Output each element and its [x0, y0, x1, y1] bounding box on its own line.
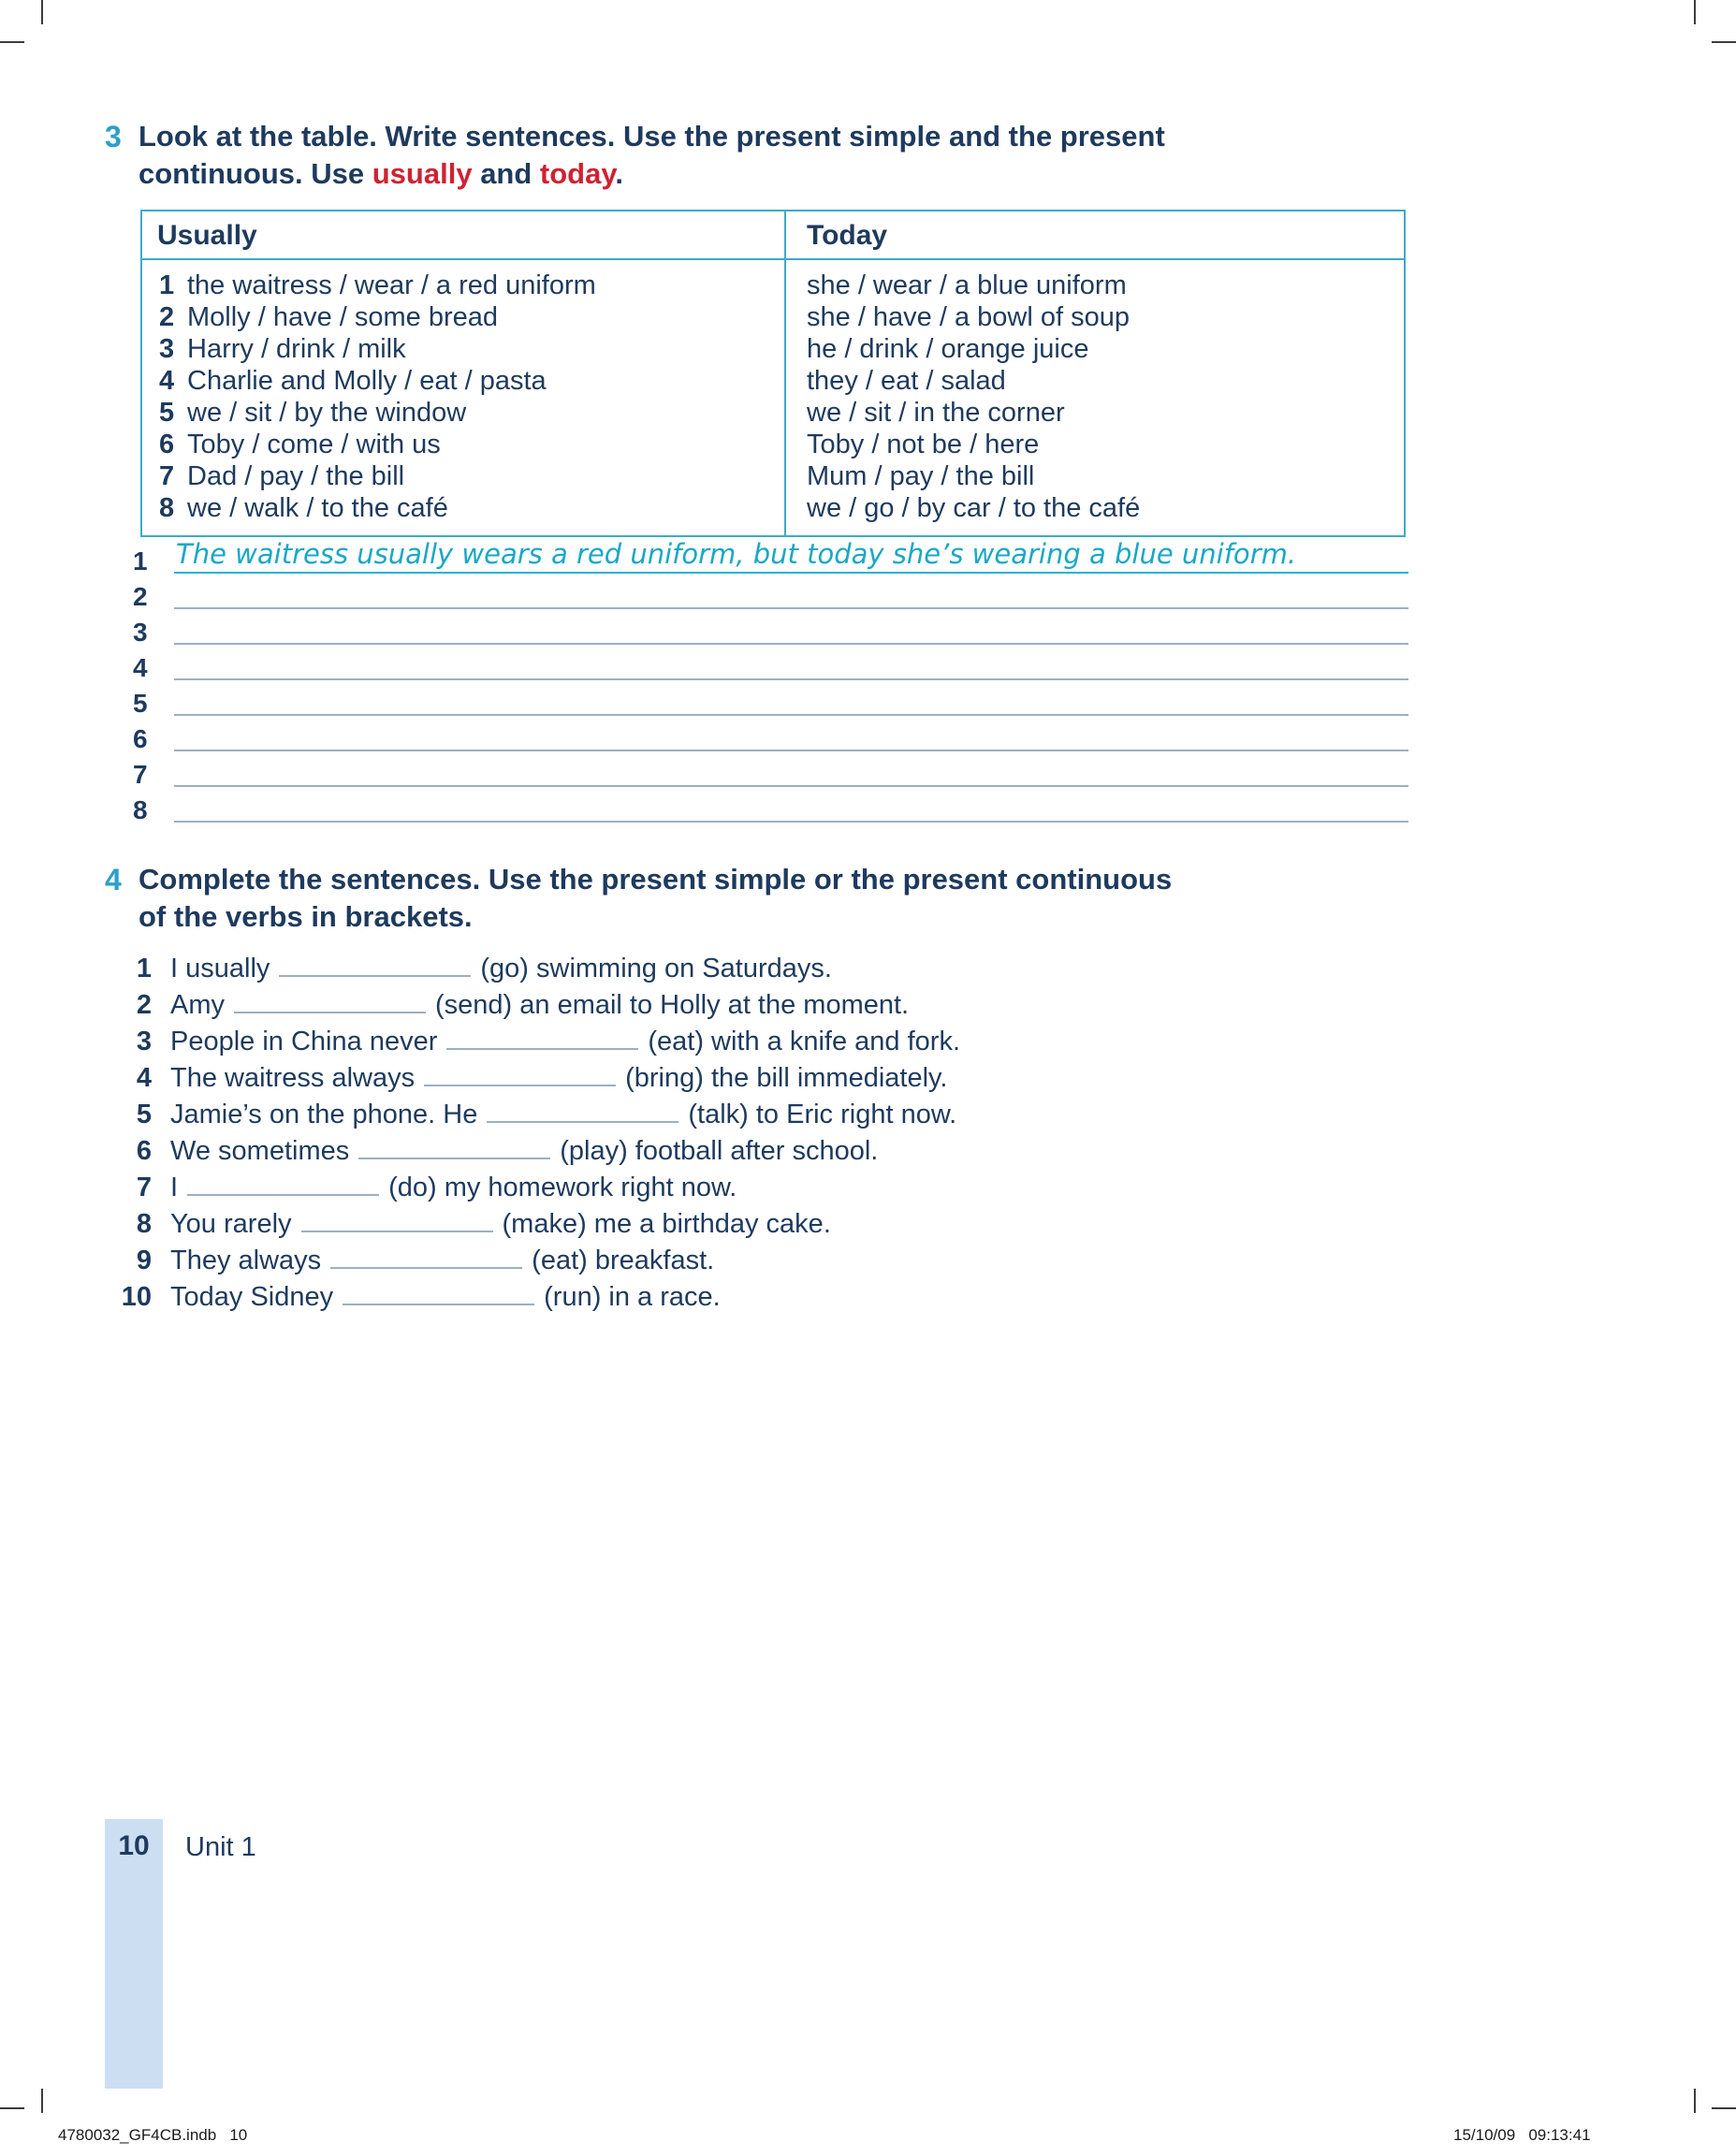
- table-header-row: [141, 211, 1405, 259]
- sentence-pre: The waitress always: [170, 1063, 416, 1093]
- table-row: [141, 492, 1405, 536]
- crop-mark-top-right-v: [1694, 0, 1696, 24]
- instructions-line1: Complete the sentences. Use the present simple or the present continuous: [139, 863, 1173, 896]
- answer-blank[interactable]: [343, 1304, 534, 1305]
- usually-cell: [141, 365, 785, 397]
- row-number: 6: [159, 430, 175, 459]
- sentence-post: (play) football after school.: [560, 1136, 879, 1166]
- sentence-item: [105, 1170, 960, 1206]
- answer-writing-line[interactable]: [174, 785, 1408, 787]
- unit-label: Unit 1: [185, 1832, 256, 1862]
- answer-line: [105, 538, 1408, 578]
- answer-line-number: 4: [133, 653, 148, 682]
- instructions-line2-end: .: [615, 157, 623, 190]
- usually-text: Toby / come / with us: [187, 430, 441, 459]
- answer-line-number: 2: [133, 582, 148, 611]
- item-number: 4: [136, 1063, 152, 1093]
- usually-text: we / walk / to the café: [187, 493, 448, 523]
- row-number: 7: [159, 461, 175, 491]
- answer-writing-line[interactable]: [174, 750, 1408, 751]
- crop-mark-bottom-right-h: [1712, 2107, 1736, 2109]
- table-row: [141, 259, 1405, 301]
- usually-text: Molly / have / some bread: [187, 302, 499, 332]
- sentence-item: [105, 1279, 960, 1316]
- today-cell: Toby / not be / here: [785, 429, 1405, 460]
- answer-line: [105, 578, 1408, 614]
- sentence-item: [105, 1060, 960, 1097]
- crop-mark-top-left-v: [41, 0, 43, 24]
- answer-line: [105, 614, 1408, 649]
- usually-text: Dad / pay / the bill: [187, 461, 405, 491]
- item-number: 1: [136, 954, 152, 983]
- row-number: 3: [159, 334, 175, 364]
- answer-blank[interactable]: [234, 1012, 426, 1013]
- item-number: 2: [136, 990, 152, 1020]
- today-cell: she / wear / a blue uniform: [785, 259, 1405, 301]
- instructions-line2-mid: and: [472, 157, 540, 190]
- crop-mark-bottom-left-h: [0, 2107, 24, 2109]
- usually-text: Harry / drink / milk: [187, 334, 406, 364]
- answer-line: [105, 756, 1408, 792]
- item-number: 6: [136, 1136, 152, 1166]
- answer-blank[interactable]: [279, 975, 471, 977]
- row-number: 1: [159, 270, 175, 300]
- sentence-post: (bring) the bill immediately.: [625, 1063, 948, 1093]
- table-header-usually: Usually: [141, 211, 785, 259]
- table-row: [141, 365, 1405, 397]
- today-cell: she / have / a bowl of soup: [785, 301, 1405, 333]
- page-number: 10: [118, 1830, 150, 1861]
- sentence-pre: Amy: [170, 990, 225, 1020]
- exercise-3-heading: [105, 118, 1165, 193]
- sentence-post: (talk) to Eric right now.: [688, 1100, 957, 1129]
- exercise-4-instructions: [139, 861, 1172, 936]
- sentence-pre: I: [170, 1173, 179, 1202]
- answer-blank[interactable]: [301, 1231, 493, 1232]
- sentence-post: (eat) with a knife and fork.: [648, 1027, 961, 1056]
- answer-writing-line[interactable]: [174, 643, 1408, 645]
- today-cell: he / drink / orange juice: [785, 333, 1405, 365]
- exercise-3-table: [140, 210, 1406, 537]
- table-row: [141, 333, 1405, 365]
- item-number: 8: [136, 1209, 152, 1239]
- sentence-item: [105, 1097, 960, 1133]
- highlight-today: today: [539, 157, 616, 190]
- table-row: [141, 301, 1405, 333]
- answer-line: [105, 685, 1408, 721]
- sentence-item: [105, 951, 960, 987]
- exercise-4-number: 4: [105, 863, 122, 896]
- exercise-4-heading: [105, 861, 1172, 936]
- answer-blank[interactable]: [487, 1121, 678, 1123]
- item-number: 10: [121, 1282, 152, 1312]
- usually-cell: [141, 259, 785, 301]
- highlight-usually: usually: [372, 157, 473, 190]
- crop-mark-bottom-right-v: [1694, 2089, 1696, 2113]
- sentence-item: [105, 1133, 960, 1170]
- sentence-post: (eat) breakfast.: [532, 1246, 715, 1275]
- table-row: [141, 460, 1405, 492]
- usually-text: we / sit / by the window: [187, 398, 467, 428]
- answer-writing-line[interactable]: [174, 821, 1408, 823]
- sentence-item: [105, 1243, 960, 1279]
- answer-blank[interactable]: [424, 1085, 616, 1086]
- usually-cell: [141, 429, 785, 460]
- sentence-post: (go) swimming on Saturdays.: [480, 954, 832, 983]
- answer-line-number: 3: [133, 618, 148, 647]
- answer-writing-line[interactable]: [174, 607, 1408, 609]
- sentence-pre: Jamie’s on the phone. He: [170, 1100, 478, 1129]
- answer-line-number: 6: [133, 724, 148, 753]
- sentence-item: [105, 1206, 960, 1243]
- item-number: 7: [136, 1173, 152, 1202]
- sentence-post: (run) in a race.: [544, 1282, 721, 1312]
- answer-blank[interactable]: [358, 1158, 550, 1159]
- sentence-post: (send) an email to Holly at the moment.: [435, 990, 910, 1020]
- answer-line-number: 7: [133, 760, 148, 789]
- today-cell: they / eat / salad: [785, 365, 1405, 397]
- sentence-post: (make) me a birthday cake.: [502, 1209, 831, 1239]
- sentence-pre: Today Sidney: [170, 1282, 334, 1312]
- sentence-pre: They always: [170, 1246, 322, 1275]
- sentence-pre: I usually: [170, 954, 270, 983]
- exercise-4-items: [105, 951, 960, 1316]
- table-header-today: Today: [785, 211, 1405, 259]
- answer-line: [105, 721, 1408, 756]
- answer-line-number: 8: [133, 795, 148, 824]
- table-row: [141, 429, 1405, 460]
- sentence-post: (do) my homework right now.: [388, 1173, 737, 1202]
- answer-writing-line[interactable]: [174, 572, 1408, 574]
- row-number: 5: [159, 398, 175, 428]
- usually-cell: [141, 492, 785, 536]
- crop-mark-top-left-h: [0, 41, 24, 43]
- usually-cell: [141, 460, 785, 492]
- exercise-3-number: 3: [105, 120, 122, 153]
- usually-text: the waitress / wear / a red uniform: [187, 270, 596, 300]
- item-number: 5: [136, 1100, 152, 1129]
- instructions-line1: Look at the table. Write sentences. Use the present simple and the present: [139, 120, 1165, 153]
- item-number: 9: [136, 1246, 152, 1275]
- sentence-pre: You rarely: [170, 1209, 292, 1239]
- answer-lines: [105, 538, 1408, 827]
- today-cell: we / go / by car / to the café: [785, 492, 1405, 536]
- row-number: 2: [159, 302, 175, 332]
- sentence-item: [105, 987, 960, 1024]
- sentence-pre: We sometimes: [170, 1136, 350, 1166]
- usually-cell: [141, 397, 785, 429]
- answer-line-number: 5: [133, 689, 148, 718]
- answer-writing-line[interactable]: [174, 714, 1408, 716]
- sentence-item: [105, 1024, 960, 1060]
- exercise-3-instructions: [139, 118, 1165, 193]
- crop-mark-bottom-left-v: [41, 2089, 43, 2113]
- answer-line: [105, 649, 1408, 685]
- answer-blank[interactable]: [330, 1267, 522, 1269]
- today-cell: we / sit / in the corner: [785, 397, 1405, 429]
- answer-blank[interactable]: [187, 1194, 379, 1196]
- answer-line-number: 1: [133, 546, 148, 575]
- answer-blank[interactable]: [446, 1048, 638, 1050]
- crop-mark-top-right-h: [1712, 41, 1736, 43]
- imprint-right: 15/10/09 09:13:41: [1453, 2126, 1591, 2144]
- usually-cell: [141, 301, 785, 333]
- instructions-line2-pre: continuous. Use: [139, 157, 372, 190]
- usually-cell: [141, 333, 785, 365]
- row-number: 4: [159, 366, 175, 396]
- row-number: 8: [159, 493, 175, 523]
- answer-writing-line[interactable]: [174, 678, 1408, 680]
- item-number: 3: [136, 1027, 152, 1056]
- answer-line: [105, 792, 1408, 827]
- today-cell: Mum / pay / the bill: [785, 460, 1405, 492]
- instructions-line2: of the verbs in brackets.: [139, 900, 473, 933]
- usually-text: Charlie and Molly / eat / pasta: [187, 366, 547, 396]
- imprint-left: 4780032_GF4CB.indb 10: [58, 2126, 248, 2144]
- sentence-pre: People in China never: [170, 1027, 438, 1056]
- handwritten-answer: The waitress usually wears a red uniform, but today she’s wearing a blue uniform.: [176, 538, 1297, 570]
- table-row: [141, 397, 1405, 429]
